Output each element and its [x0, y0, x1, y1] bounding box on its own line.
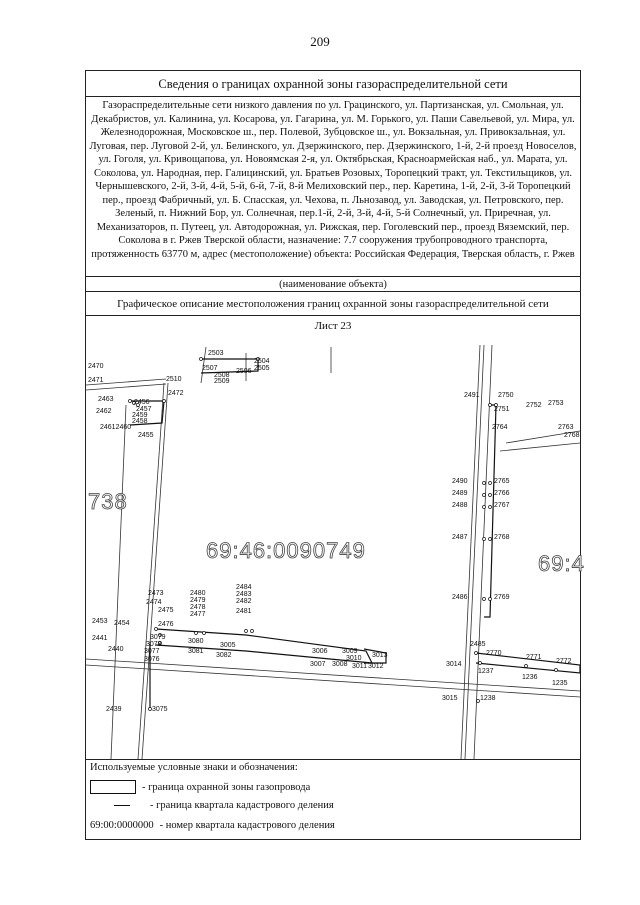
svg-text:3077: 3077 — [144, 648, 160, 655]
svg-text:3010: 3010 — [346, 655, 362, 662]
svg-text:2491: 2491 — [464, 392, 480, 399]
svg-text:3012: 3012 — [368, 663, 384, 670]
cadastral-number-main: 69:46:0090749 — [206, 538, 366, 563]
svg-text:3082: 3082 — [216, 652, 232, 659]
svg-text:2441: 2441 — [92, 635, 108, 642]
page-number: 209 — [310, 34, 330, 49]
svg-text:2480: 2480 — [190, 590, 206, 597]
legend — [86, 759, 580, 841]
svg-text:2772: 2772 — [556, 658, 572, 665]
svg-text:3009: 3009 — [342, 648, 358, 655]
svg-text:3008: 3008 — [332, 661, 348, 668]
svg-text:2506: 2506 — [236, 368, 252, 375]
svg-text:3075: 3075 — [152, 706, 168, 713]
svg-text:2456: 2456 — [134, 399, 150, 406]
svg-text:1237: 1237 — [478, 668, 494, 675]
svg-text:2486: 2486 — [452, 594, 468, 601]
svg-text:3078: 3078 — [146, 641, 162, 648]
svg-text:3080: 3080 — [188, 638, 204, 645]
svg-text:1235: 1235 — [552, 680, 568, 687]
svg-text:2453: 2453 — [92, 618, 108, 625]
svg-text:2482: 2482 — [236, 598, 252, 605]
svg-text:2471: 2471 — [88, 377, 104, 384]
svg-text:2509: 2509 — [214, 378, 230, 385]
svg-text:2475: 2475 — [158, 607, 174, 614]
svg-text:3013: 3013 — [372, 652, 388, 659]
svg-text:1236: 1236 — [522, 674, 538, 681]
svg-text:2488: 2488 — [452, 502, 468, 509]
svg-text:2766: 2766 — [494, 490, 510, 497]
svg-text:2753: 2753 — [548, 400, 564, 407]
svg-text:1238: 1238 — [480, 695, 496, 702]
point-labels — [88, 350, 580, 713]
svg-text:3076: 3076 — [144, 656, 160, 663]
svg-text:2474: 2474 — [146, 599, 162, 606]
svg-text:3005: 3005 — [220, 642, 236, 649]
legend-item-quarter-border — [90, 800, 334, 811]
svg-text:2455: 2455 — [138, 432, 154, 439]
svg-text:2490: 2490 — [452, 478, 468, 485]
quarter-number-symbol: 69:00:0000000 — [90, 820, 154, 831]
svg-text:2484: 2484 — [236, 584, 252, 591]
svg-text:2769: 2769 — [494, 594, 510, 601]
svg-text:2481: 2481 — [236, 608, 252, 615]
svg-text:3007: 3007 — [310, 661, 326, 668]
svg-text:3014: 3014 — [446, 661, 462, 668]
svg-text:3081: 3081 — [188, 648, 204, 655]
cadastral-number-left: 738 — [88, 489, 128, 514]
svg-text:3011: 3011 — [352, 663, 368, 670]
cadastral-number-right: 69:4 — [538, 551, 585, 576]
cadastral-map — [86, 333, 585, 759]
svg-text:2763: 2763 — [558, 424, 574, 431]
svg-text:2458: 2458 — [132, 418, 148, 425]
svg-text:2750: 2750 — [498, 392, 514, 399]
legend-text-quarter-border: - граница квартала кадастрового деления — [150, 800, 334, 811]
svg-text:2462: 2462 — [96, 408, 112, 415]
svg-text:2476: 2476 — [158, 621, 174, 628]
svg-text:2767: 2767 — [494, 502, 510, 509]
svg-text:2751: 2751 — [494, 406, 510, 413]
svg-text:2439: 2439 — [106, 706, 122, 713]
svg-text:2768: 2768 — [494, 534, 510, 541]
svg-text:2752: 2752 — [526, 402, 542, 409]
legend-title: Используемые условные знаки и обозначения: — [90, 762, 298, 773]
svg-text:2764: 2764 — [492, 424, 508, 431]
legend-item-zone — [90, 780, 310, 794]
svg-text:2473: 2473 — [148, 590, 164, 597]
object-description: Газораспределительные сети низкого давления по ул. Грацинского, ул. Партизанская, ул. Смольная, ул. Декабристов, ул. Калинина, ул. Косарова, ул. Гагарина, ул. М. Горького, ул. Паши Савельевой, ул. Мира, ул. Железнодорожная, Московское ш., пер. Полевой, Зубцовское ш., ул. Вокзальная, ул. Привокзальная, ул. Луговая, пер. Луговой 2-й, ул. Белинского, ул. Дзержинского, пер. Дзержинского, 1-й, 2-й проезд Новоселов, ул. Гоголя, ул. Кривощапова, ул. Новоямская 2-я, ул. Октябрьская, Красноармейская наб., ул. Марата, ул. Соколова, ул. Народная, пер. Галицинский, ул. Братьев Розовых, Торопецкий тракт, ул. Текстильщиков, ул. Чернышевского, 2-й, 3-й, 4-й, 5-й, 6-й, 7-й, 8-й Мелиховский пер., пер. Каретина, 1-й, 2-й, 3-й Торопецкий пер., проезд Фабричный, ул. Б. Спасская, ул. Чехова, п. Льнозавод, ул. Заводская, ул. Петровского, пер. Зеленый, п. Нижний Бор, ул. Солнечная, пер.1-й, 2-й, 3-й, 4-й, 5-й Солнечный, ул. Приречная, ул. Механизаторов, п. Путеец, ул. Автодорожная, ул. Рижская, пер. Гоголевский пер., проезд Вяземский, пер. Соколова в г. Ржев Тверской области, назначение: 7.7 сооружения трубопроводного транспорта, протяженность 63770 м, адрес (местоположение) объекта: Российская Федерация, Тверская область, г. Ржев — [89, 100, 577, 260]
sheet-number: Лист 23 — [314, 320, 352, 332]
svg-text:3079: 3079 — [150, 634, 166, 641]
svg-text:2478: 2478 — [190, 604, 206, 611]
svg-text:2504: 2504 — [254, 358, 270, 365]
graphic-description-title: Графическое описание местоположения границ охранной зоны газораспределительной сети — [86, 292, 580, 316]
svg-text:2489: 2489 — [452, 490, 468, 497]
svg-text:2463: 2463 — [98, 396, 114, 403]
svg-text:2470: 2470 — [88, 363, 104, 370]
svg-text:2510: 2510 — [166, 376, 182, 383]
svg-text:2770: 2770 — [486, 650, 502, 657]
svg-text:2440: 2440 — [108, 646, 124, 653]
svg-text:2503: 2503 — [208, 350, 224, 357]
svg-text:2459: 2459 — [132, 412, 148, 419]
svg-text:2505: 2505 — [254, 365, 270, 372]
quarter-border-symbol — [114, 805, 130, 806]
svg-text:2483: 2483 — [236, 591, 252, 598]
zone-boundary-symbol — [90, 780, 136, 794]
svg-text:2485: 2485 — [470, 641, 486, 648]
svg-text:2487: 2487 — [452, 534, 468, 541]
svg-text:2472: 2472 — [168, 390, 184, 397]
svg-text:2477: 2477 — [190, 611, 206, 618]
svg-text:2454: 2454 — [114, 620, 130, 627]
legend-text-zone: - граница охранной зоны газопровода — [142, 781, 311, 793]
svg-text:2457: 2457 — [136, 406, 152, 413]
document-title: Сведения о границах охранной зоны газораспределительной сети — [86, 71, 580, 97]
legend-text-quarter-number: - номер квартала кадастрового деления — [159, 820, 335, 831]
document-frame — [85, 70, 585, 840]
svg-text:2479: 2479 — [190, 597, 206, 604]
svg-text:2765: 2765 — [494, 478, 510, 485]
svg-text:3006: 3006 — [312, 648, 328, 655]
svg-text:24612460: 24612460 — [100, 424, 132, 431]
object-name-caption: (наименование объекта) — [86, 276, 580, 292]
svg-text:3015: 3015 — [442, 695, 458, 702]
svg-text:2771: 2771 — [526, 654, 542, 661]
svg-text:2768: 2768 — [564, 432, 580, 439]
svg-text:2507: 2507 — [202, 365, 218, 372]
legend-item-quarter-number — [90, 820, 335, 831]
svg-text:2508: 2508 — [214, 372, 230, 379]
